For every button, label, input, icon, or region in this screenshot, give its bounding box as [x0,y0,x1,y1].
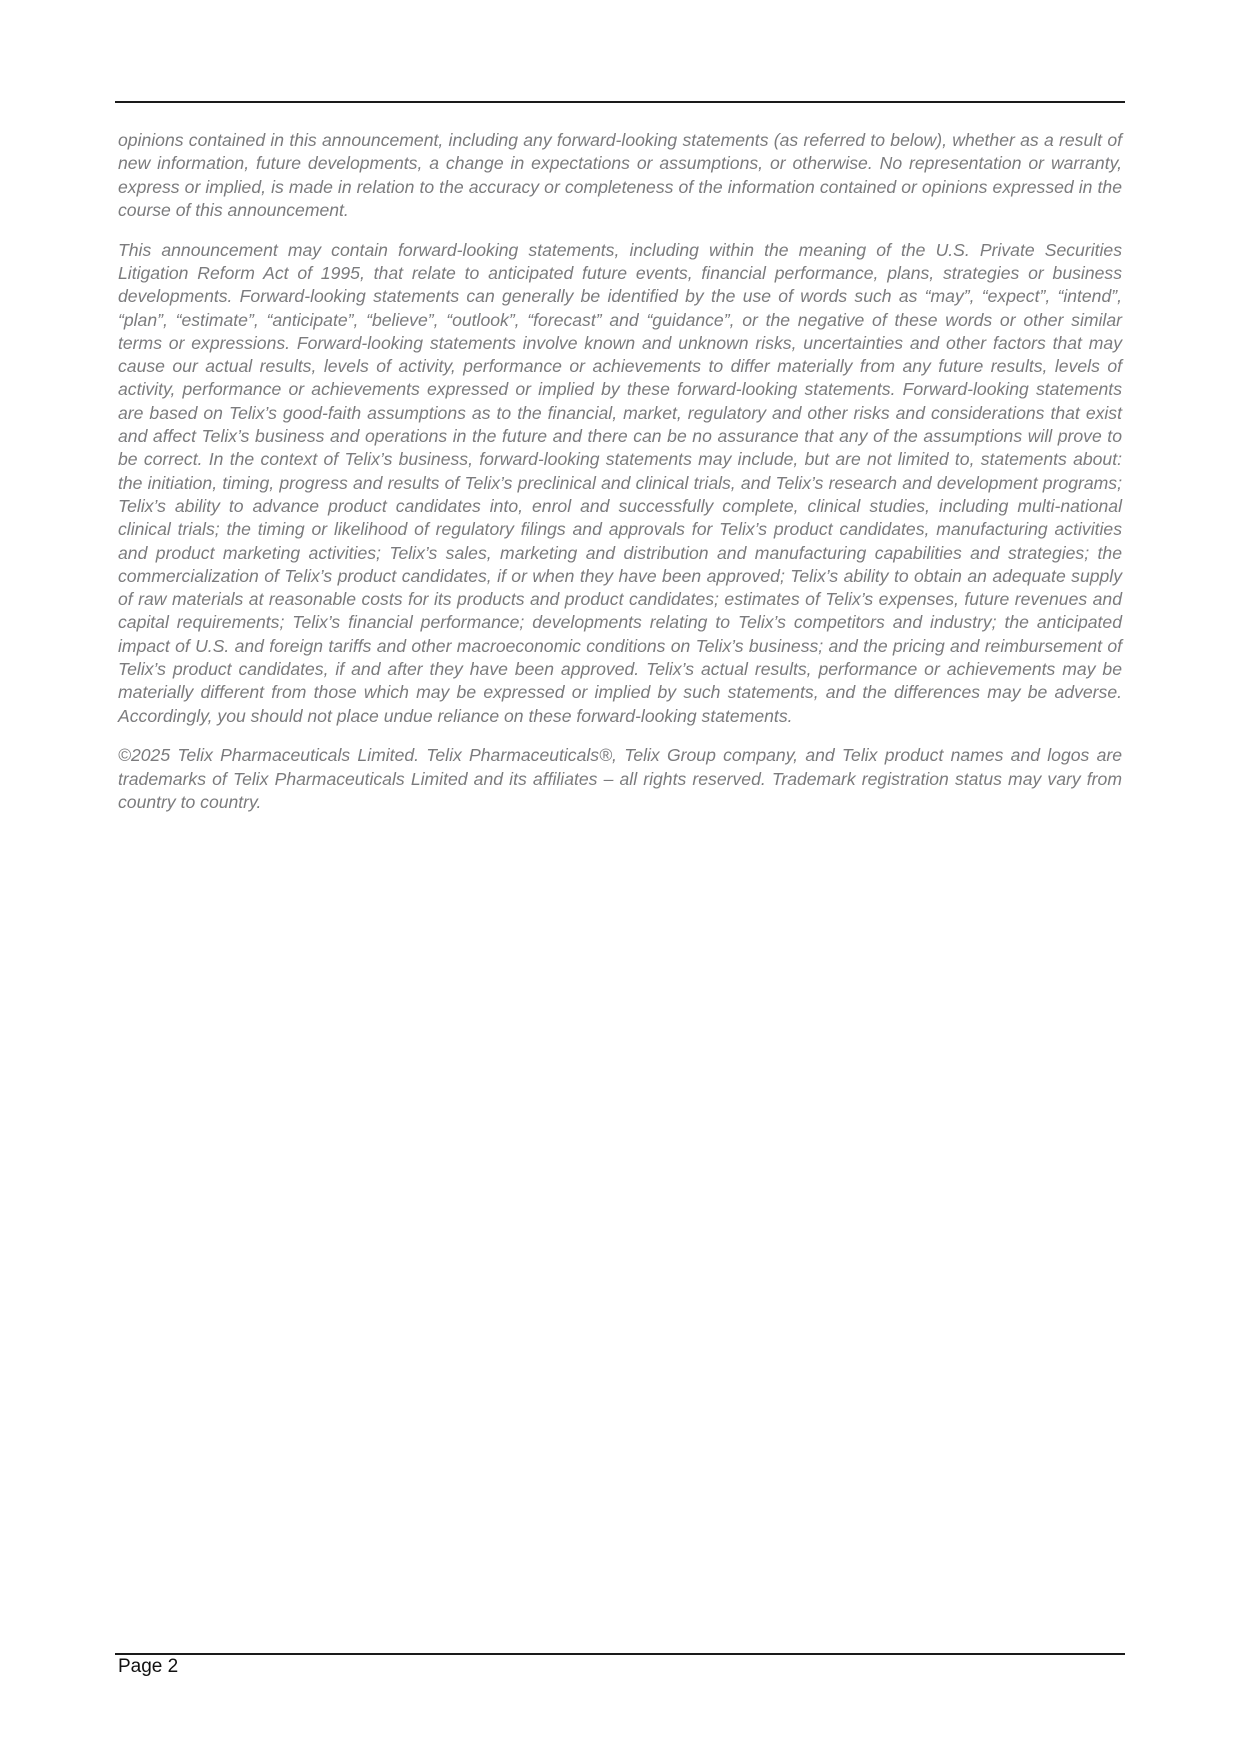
footer-rule [115,1653,1125,1655]
paragraph-disclaimer-continued: opinions contained in this announcement, including any forward-looking statements (as referred to below), whether as a result of new information, future developments, a change in expectations or assumptions, or otherwise. No representation or warranty, express or implied, is made in relation to the accuracy or completeness of the information contained or opinions expressed in the course of this announcement. [118,130,1122,220]
paragraph-forward-looking-statements: This announcement may contain forward-looking statements, including within the meaning of the U.S. Private Securities Litigation Reform Act of 1995, that relate to anticipated future events, financial performance, plans, strategies or business developments. Forward-looking statements can generally be identified by the use of words such as “may”, “expect”, “intend”, “plan”, “estimate”, “anticipate”, “believe”, “outlook”, “forecast” and “guidance”, or the negative of these words or other similar terms or expressions. Forward-looking statements involve known and unknown risks, uncertainties and other factors that may cause our actual results, levels of activity, performance or achievements to differ materially from any future results, levels of activity, performance or achievements expressed or implied by these forward-looking statements. Forward-looking statements are based on Telix’s good-faith assumptions as to the financial, market, regulatory and other risks and considerations that exist and affect Telix’s business and operations in the future and there can be no assurance that any of the assumptions will prove to be correct. In the context of Telix’s business, forward-looking statements may include, but are not limited to, statements about: the initiation, timing, progress and results of Telix’s preclinical and clinical trials, and Telix’s research and development programs; Telix’s ability to advance product candidates into, enrol and successfully complete, clinical studies, including multi-national clinical trials; the timing or likelihood of regulatory filings and approvals for Telix’s product candidates, manufacturing activities and product marketing activities; Telix’s sales, marketing and distribution and manufacturing capabilities and strategies; the commercialization of Telix’s product candidates, if or when they have been approved; Telix’s ability to obtain an adequate supply of raw materials at reasonable costs for its products and product candidates; estimates of Telix’s expenses, future revenues and capital requirements; Telix’s financial performance; developments relating to Telix’s competitors and industry; the anticipated impact of U.S. and foreign tariffs and other macroeconomic conditions on Telix’s business; and the pricing and reimbursement of Telix’s product candidates, if and after they have been approved. Telix’s actual results, performance or achievements may be materially different from those which may be expressed or implied by such statements, and the differences may be adverse. Accordingly, you should not place undue reliance on these forward-looking statements. [118,239,1122,726]
document-body [118,129,1122,831]
paragraph-trademark-notice: ©2025 Telix Pharmaceuticals Limited. Telix Pharmaceuticals®, Telix Group company, and Telix product names and logos are trademarks of Telix Pharmaceuticals Limited and its affiliates – all rights reserved. Trademark registration status may vary from country to country. [118,745,1122,813]
page-number: Page 2 [118,1656,179,1677]
header-rule [115,101,1125,103]
